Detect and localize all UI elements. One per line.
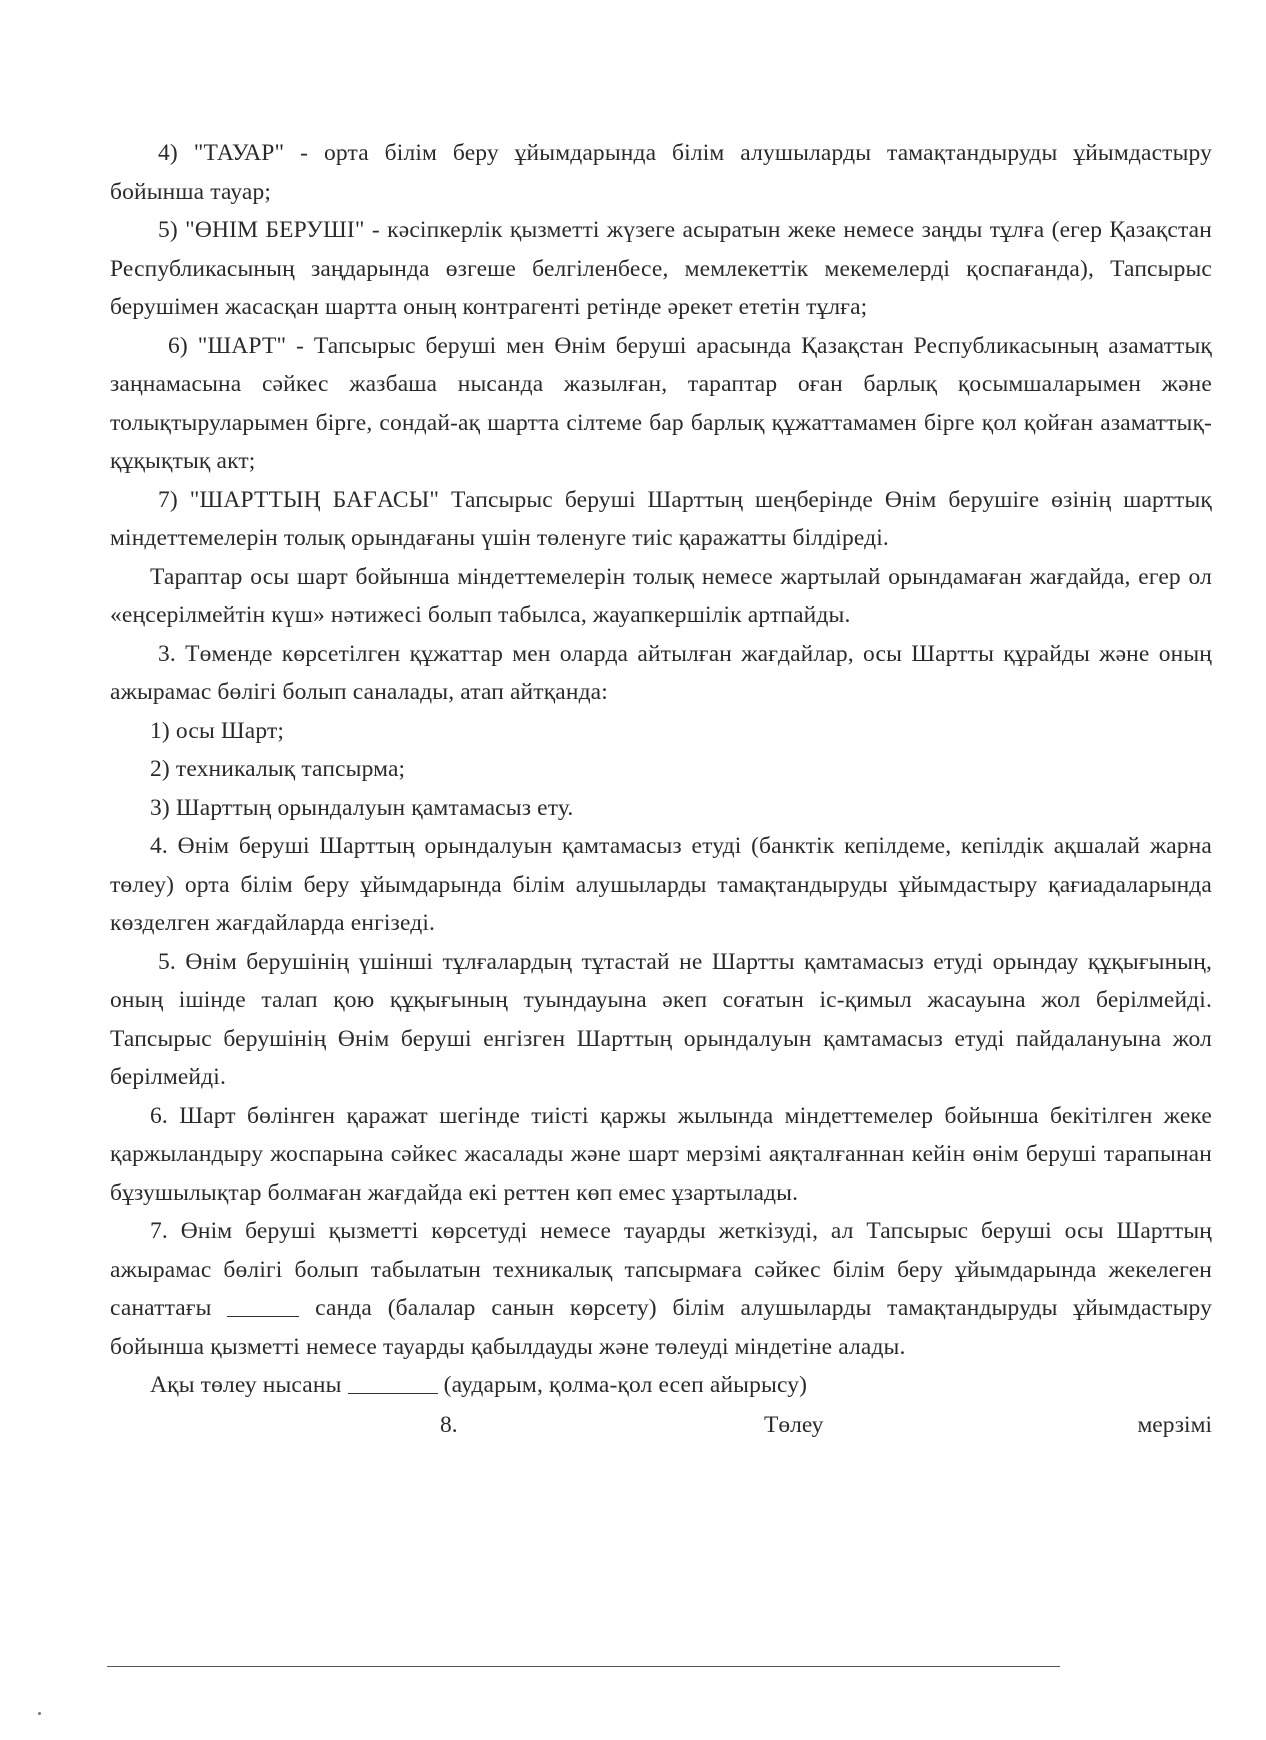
paragraph-6-extension: 6. Шарт бөлінген қаражат шегінде тиісті қаржы жылында міндеттемелер бойынша бекітілген жеке қаржыландыру жоспарына сәйкес жасалады және шарт мерзімі аяқталғаннан кейін өнім беруші тарапынан бұзушылықтар болмаған жағдайда екі реттен көп емес ұзартылады. <box>110 1102 1212 1206</box>
paragraph-8-word-payment: Төлеу <box>764 1411 824 1438</box>
payment-form-line <box>110 1366 1212 1405</box>
documents-list <box>150 712 1212 828</box>
paragraph-8-word-term: мерзімі <box>1137 1411 1212 1438</box>
paragraph-5-third-parties: 5. Өнім берушінің үшінші тұлғалардың тұтастай не Шартты қамтамасыз етуді орындау құқығының, оның ішінде талап қою құқығының туындауына әкеп соғатын іс-қимыл жасауына жол берілмейді. Тапсырыс берушінің Өнім беруші енгізген Шарттың орындалуын қамтамасыз етуді пайдалануына жол берілмейді. <box>110 948 1212 1090</box>
list-item: 2) техникалық тапсырма; <box>150 756 406 782</box>
paragraph-7-sharttyn-bagasy: 7) "ШАРТТЫҢ БАҒАСЫ" Тапсырыс беруші Шарттың шеңберінде Өнім берушіге өзінің шарттық міндеттемелерін толық орындағаны үшін төленуге тиіс қаражатты білдіреді. <box>110 486 1212 551</box>
list-item: 1) осы Шарт; <box>150 717 285 744</box>
list-item: 3) Шарттың орындалуын қамтамасыз ету. <box>150 794 574 821</box>
paragraph-3-documents: 3. Төменде көрсетілген құжаттар мен оларда айтылған жағдайлар, осы Шартты құрайды және оның ажырамас бөлігі болып саналады, атап айтқанда: <box>110 640 1212 705</box>
children-count-blank <box>227 1294 299 1317</box>
paragraph-4-security: 4. Өнім беруші Шарттың орындалуын қамтамасыз етуді (банктік кепілдеме, кепілдік ақшалай жарна төлеу) орта білім беру ұйымдарында білім алушыларды тамақтандыруды ұйымдастыру қағиадаларында көзделген жағдайларда енгізеді. <box>110 833 1212 936</box>
paragraph-force-majeure: Тараптар осы шарт бойынша міндеттемелерін толық немесе жартылай орындамаған жағдайда, егер ол «еңсерілмейтін күш» нәтижесі болып табылса, жауапкершілік артпайды. <box>110 563 1212 628</box>
payment-form-blank <box>348 1371 438 1394</box>
payment-form-options: (аударым, қолма-қол есеп айырысу) <box>443 1372 808 1398</box>
paragraph-8-number: 8. <box>440 1411 458 1438</box>
paragraph-6-shart: 6) "ШАРТ" - Тапсырыс беруші мен Өнім беруші арасында Қазақстан Республикасының азаматтық заңнамасына сәйкес жазбаша нысанда жазылған, тараптар оған барлық қосымшаларымен және толықтыруларымен бірге, сондай-ақ шартта сілтеме бар барлық құжаттамамен бірге қол қойған азаматтық-құқықтық акт; <box>110 332 1212 474</box>
paragraph-4-tauar: 4) "ТАУАР" - орта білім беру ұйымдарында білім алушыларды тамақтандыруды ұйымдастыру бойынша тауар; <box>110 140 1212 205</box>
scan-dot <box>38 1712 41 1715</box>
paragraph-8-start <box>110 1405 1212 1445</box>
footer-rule <box>107 1666 1060 1667</box>
paragraph-5-onim-berushi: 5) "ӨНІМ БЕРУШІ" - кәсіпкерлік қызметті жүзеге асыратын жеке немесе заңды тұлға (егер Қазақстан Республикасының заңдарында өзгеше белгіленбесе, мемлекеттік мекемелерді қоспағанда), Тапсырыс берушімен жасасқан шартта оның контрагенті ретінде әрекет ететін тұлға; <box>110 217 1212 320</box>
paragraph-7-obligations <box>110 1212 1212 1366</box>
paragraph-7-text-end: санда (балалар санын көрсету) білім алушыларды тамақтандыруды ұйымдастыру бойынша қызметті немесе тауарды қабылдауды және төлеуді міндетіне алады. <box>110 1295 1212 1360</box>
payment-form-label: Ақы төлеу нысаны <box>150 1372 342 1398</box>
paragraph-7-text-start: 7. Өнім беруші қызметті көрсетуді немесе тауарды жеткізуді, ал Тапсырыс беруші осы Шарттың ажырамас бөлігі болып табылатын техникалық тапсырмаға сәйкес білім беру ұйымдарында жекелеген санаттағы <box>110 1218 1212 1321</box>
